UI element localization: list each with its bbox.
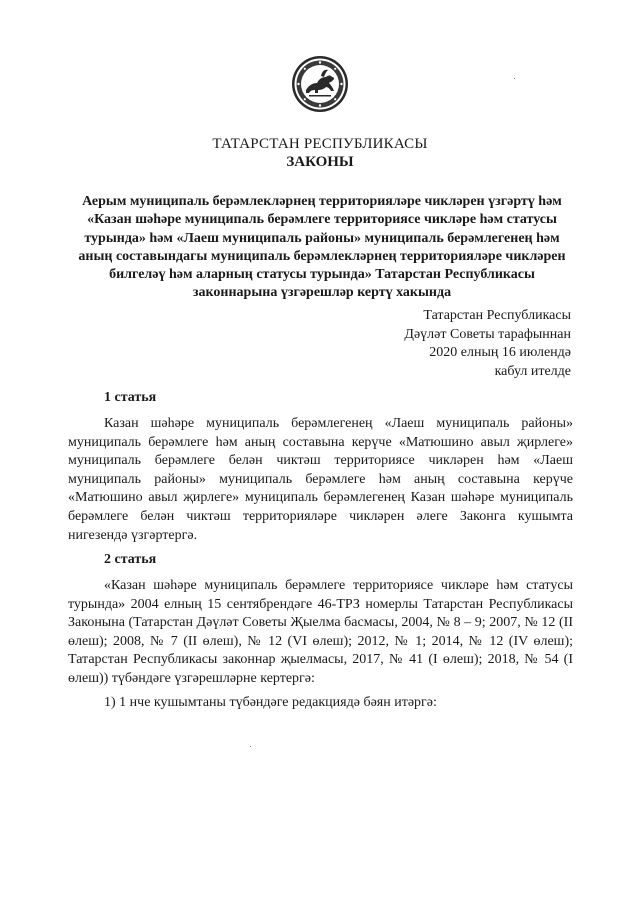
article-1-text: Казан шәһәре муниципаль берәмлегенең «Лаеш муниципаль районы» муниципаль берәмлеге һәм аның составына керүче «Матюшино авыл җирлеге» муниципаль берәмлеге белән чиктәш территориясе чикләрен һәм «Лаеш муниципаль районы» муниципаль берәмлеге һәм аның составына керүче «Матюшино авыл җирлеге» муниципаль берәмлегенең Казан шәһәре муниципаль берәмлеге белән чиктәш территорияләре чикләрен әлеге Законга кушымта нигезендә үзгәртергә. — [68, 416, 573, 543]
adoption-line-3: 2020 елның 16 июлендә — [429, 345, 571, 360]
tatarstan-emblem-icon — [291, 55, 349, 113]
header-republic: ТАТАРСТАН РЕСПУБЛИКАСЫ — [212, 136, 428, 152]
article-1-title: 1 статья — [104, 390, 157, 405]
scan-speck — [514, 78, 515, 79]
adoption-line-4: кабул ителде — [494, 363, 571, 379]
law-title: Аерым муниципаль берәмлекләрнең территорияләре чикләрен үзгәртү һәм «Казан шәһәре муниципаль берәмлеге территориясе чикләре һәм статусы турында» һәм «Лаеш муниципаль районы» муниципаль берәмлегенең һәм аның составындагы муниципаль берәмлекләрнең территорияләре чикләрен билгеләү һәм аларның статусы турында» Татарстан Республикасы законнарына үзгәрешләр кертү хакында — [78, 194, 566, 301]
scan-speck — [250, 746, 251, 747]
article-2-title: 2 статья — [104, 552, 157, 567]
adoption-note — [404, 307, 571, 381]
article-2-item-1: 1) 1 нче кушымтаны түбәндәге редакциядә бәян итәргә: — [104, 695, 437, 710]
adoption-line-2: Дәүләт Советы тарафыннан — [404, 326, 571, 342]
header-law: ЗАКОНЫ — [286, 154, 354, 170]
adoption-line-1: Татарстан Республикасы — [423, 308, 571, 323]
article-2-text: «Казан шәһәре муниципаль берәмлеге территориясе чикләре һәм статусы турында» 2004 елның 15 сентябрендәге 46-ТРЗ номерлы Татарстан Республикасы Законына (Татарстан Дәүләт Советы Җыелма басмасы, 2004, № 8 – 9; 2007, № 12 (II өлеш); 2008, № 7 (II өлеш), № 12 (VI өлеш); 2012, № 1; 2014, № 12 (IV өлеш); Татарстан Республикасы законнар җыелмасы, 2017, № 41 (I өлеш); 2018, № 54 (I өлеш)) түбәндәге үзгәрешләрне кертергә: — [68, 578, 573, 686]
